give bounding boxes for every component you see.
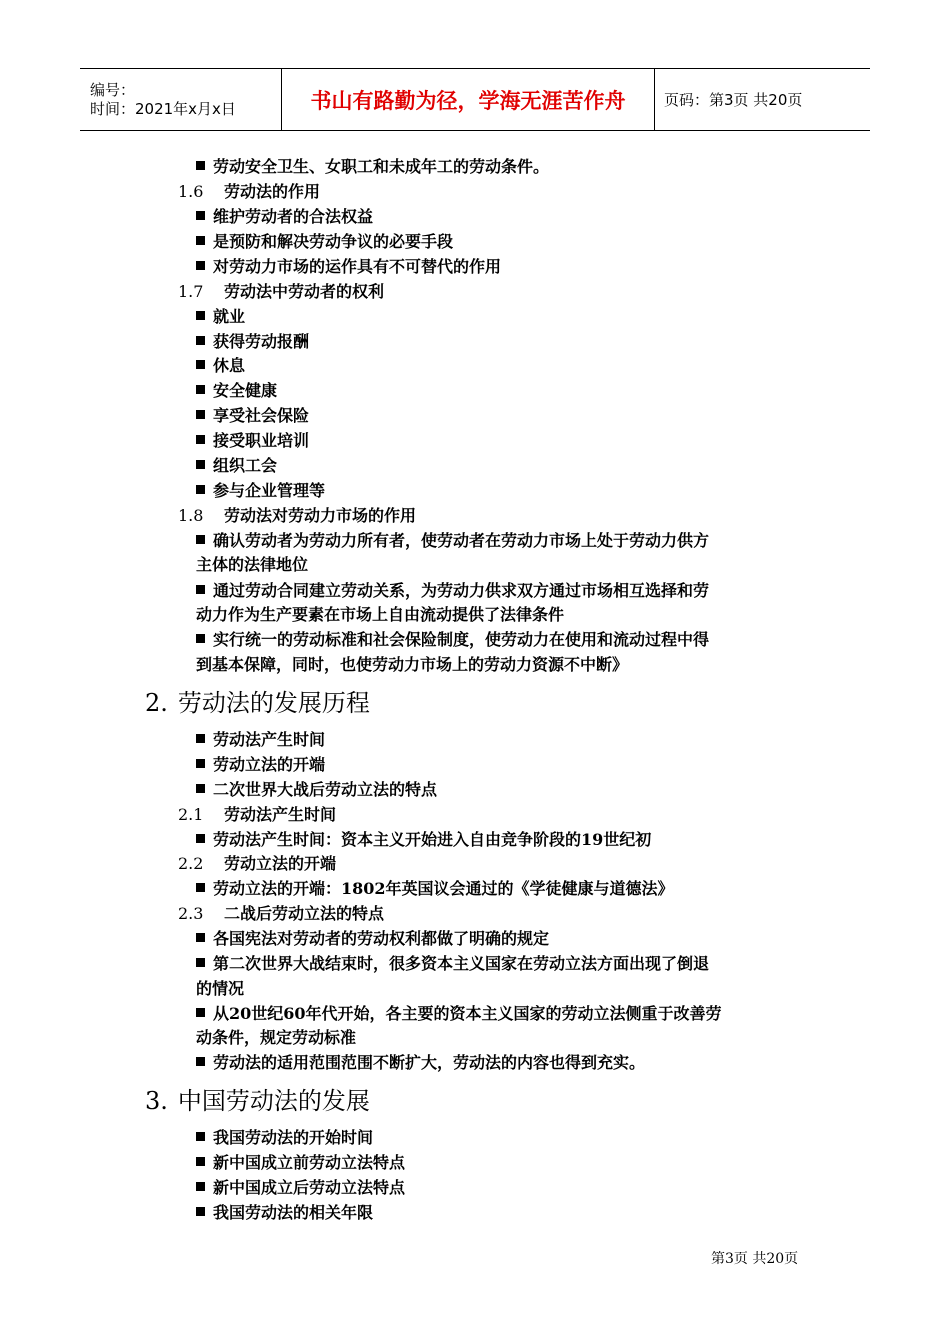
list-item: 实行统一的劳动标准和社会保险制度，使劳动力在使用和流动过程中得 <box>196 630 709 650</box>
section-heading-1-7 <box>178 282 384 302</box>
section-number: 1.7 <box>178 282 204 301</box>
list-item: 劳动法的适用范围范围不断扩大，劳动法的内容也得到充实。 <box>196 1053 645 1073</box>
section-heading-2-3 <box>178 904 384 924</box>
list-item: 新中国成立前劳动立法特点 <box>196 1153 405 1173</box>
list-item: 获得劳动报酬 <box>196 332 309 352</box>
list-item: 组织工会 <box>196 456 277 476</box>
section-number: 1.6 <box>178 182 204 201</box>
date-label: 时间：2021年x月x日 <box>90 99 236 118</box>
section-heading-2-1 <box>178 805 336 825</box>
list-item: 各国宪法对劳动者的劳动权利都做了明确的规定 <box>196 929 549 949</box>
header-page-number: 页码：第3页 共20页 <box>664 91 803 109</box>
list-item: 维护劳动者的合法权益 <box>196 207 373 227</box>
list-item: 劳动法产生时间 <box>196 730 325 750</box>
list-item: 通过劳动合同建立劳动关系，为劳动力供求双方通过市场相互选择和劳 <box>196 581 709 601</box>
page-footer-number: 第3页 共20页 <box>711 1251 799 1267</box>
section-number: 2.3 <box>178 904 204 923</box>
list-item: 就业 <box>196 307 245 327</box>
list-item: 劳动立法的开端：1802年英国议会通过的《学徒健康与道德法》 <box>196 879 674 899</box>
section-title: 劳动法产生时间 <box>224 805 337 824</box>
list-item: 劳动安全卫生、女职工和未成年工的劳动条件。 <box>196 157 549 177</box>
section-heading-1-6 <box>178 182 320 202</box>
list-item-continuation: 动力作为生产要素在市场上自由流动提供了法律条件 <box>196 605 565 624</box>
list-item-continuation: 主体的法律地位 <box>196 555 309 574</box>
chapter-number: 3. <box>145 1087 168 1115</box>
list-item: 参与企业管理等 <box>196 481 325 501</box>
list-item: 从20世纪60年代开始，各主要的资本主义国家的劳动立法侧重于改善劳 <box>196 1004 722 1024</box>
section-title: 劳动立法的开端 <box>224 854 337 873</box>
chapter-number: 2. <box>145 689 168 717</box>
list-item-continuation: 动条件，规定劳动标准 <box>196 1028 357 1047</box>
header-meta <box>80 69 281 130</box>
list-item: 我国劳动法的相关年限 <box>196 1203 373 1223</box>
chapter-heading-3 <box>145 1086 370 1116</box>
list-item-continuation: 的情况 <box>196 979 245 998</box>
section-title: 劳动法中劳动者的权利 <box>224 282 385 301</box>
section-number: 1.8 <box>178 506 204 525</box>
list-item: 享受社会保险 <box>196 406 309 426</box>
list-item-continuation: 到基本保障，同时，也使劳动力市场上的劳动力资源不中断》 <box>196 655 629 674</box>
list-item: 接受职业培训 <box>196 431 309 451</box>
chapter-heading-2 <box>145 688 370 718</box>
list-item: 劳动法产生时间：资本主义开始进入自由竞争阶段的19世纪初 <box>196 830 651 850</box>
list-item: 劳动立法的开端 <box>196 755 325 775</box>
page-header <box>80 68 870 131</box>
section-number: 2.1 <box>178 805 204 824</box>
list-item: 我国劳动法的开始时间 <box>196 1128 373 1148</box>
section-title: 劳动法的作用 <box>224 182 321 201</box>
header-motto: 书山有路勤为径，学海无涯苦作舟 <box>281 69 655 130</box>
section-heading-2-2 <box>178 854 336 874</box>
section-title: 二战后劳动立法的特点 <box>224 904 385 923</box>
list-item: 对劳动力市场的运作具有不可替代的作用 <box>196 257 501 277</box>
list-item: 二次世界大战后劳动立法的特点 <box>196 780 437 800</box>
section-number: 2.2 <box>178 854 204 873</box>
list-item: 确认劳动者为劳动力所有者，使劳动者在劳动力市场上处于劳动力供方 <box>196 531 709 551</box>
list-item: 第二次世界大战结束时，很多资本主义国家在劳动立法方面出现了倒退 <box>196 954 709 974</box>
section-title: 劳动法对劳动力市场的作用 <box>224 506 417 525</box>
chapter-title: 劳动法的发展历程 <box>177 689 370 717</box>
list-item: 是预防和解决劳动争议的必要手段 <box>196 232 453 252</box>
section-heading-1-8 <box>178 506 416 526</box>
chapter-title: 中国劳动法的发展 <box>177 1087 370 1115</box>
list-item: 休息 <box>196 356 245 376</box>
list-item: 安全健康 <box>196 381 277 401</box>
list-item: 新中国成立后劳动立法特点 <box>196 1178 405 1198</box>
doc-number-label: 编号： <box>90 80 136 99</box>
